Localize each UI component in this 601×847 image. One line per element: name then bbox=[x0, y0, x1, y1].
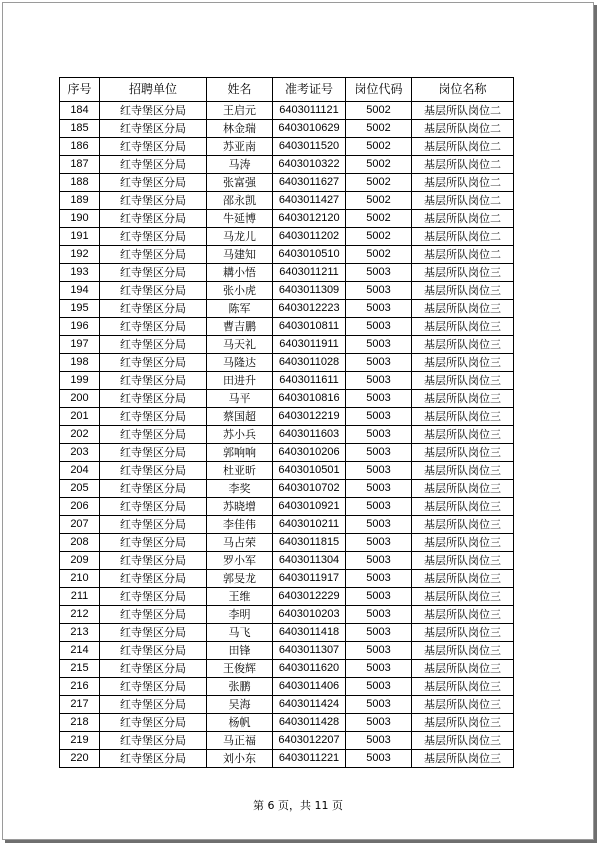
cell-employer: 红寺堡区分局 bbox=[100, 750, 207, 768]
cell-position-code: 5003 bbox=[346, 606, 412, 624]
cell-position-code: 5003 bbox=[346, 624, 412, 642]
cell-name: 苏小兵 bbox=[207, 426, 273, 444]
header-index: 序号 bbox=[60, 78, 100, 102]
document-page bbox=[2, 2, 594, 840]
cell-position-name: 基层所队岗位三 bbox=[412, 660, 514, 678]
cell-index: 207 bbox=[60, 516, 100, 534]
cell-admission-number: 6403011815 bbox=[273, 534, 346, 552]
cell-employer: 红寺堡区分局 bbox=[100, 156, 207, 174]
cell-position-name: 基层所队岗位三 bbox=[412, 624, 514, 642]
cell-index: 211 bbox=[60, 588, 100, 606]
cell-position-name: 基层所队岗位三 bbox=[412, 732, 514, 750]
table-row bbox=[60, 318, 514, 336]
table-row bbox=[60, 588, 514, 606]
table-row bbox=[60, 372, 514, 390]
cell-name: 王启元 bbox=[207, 102, 273, 120]
cell-index: 199 bbox=[60, 372, 100, 390]
table-row bbox=[60, 228, 514, 246]
cell-index: 216 bbox=[60, 678, 100, 696]
cell-index: 200 bbox=[60, 390, 100, 408]
cell-position-name: 基层所队岗位三 bbox=[412, 714, 514, 732]
cell-employer: 红寺堡区分局 bbox=[100, 174, 207, 192]
cell-admission-number: 6403011307 bbox=[273, 642, 346, 660]
cell-position-code: 5003 bbox=[346, 336, 412, 354]
cell-position-code: 5003 bbox=[346, 534, 412, 552]
cell-index: 196 bbox=[60, 318, 100, 336]
table-body bbox=[60, 102, 514, 768]
cell-name: 马天礼 bbox=[207, 336, 273, 354]
cell-position-name: 基层所队岗位三 bbox=[412, 354, 514, 372]
table-row bbox=[60, 462, 514, 480]
cell-employer: 红寺堡区分局 bbox=[100, 408, 207, 426]
cell-name: 牛延博 bbox=[207, 210, 273, 228]
cell-admission-number: 6403010206 bbox=[273, 444, 346, 462]
cell-index: 186 bbox=[60, 138, 100, 156]
cell-admission-number: 6403011418 bbox=[273, 624, 346, 642]
header-admission-number: 准考证号 bbox=[273, 78, 346, 102]
cell-position-name: 基层所队岗位三 bbox=[412, 300, 514, 318]
cell-name: 苏晓增 bbox=[207, 498, 273, 516]
table-row bbox=[60, 552, 514, 570]
table-row bbox=[60, 210, 514, 228]
table-row bbox=[60, 678, 514, 696]
cell-admission-number: 6403010211 bbox=[273, 516, 346, 534]
cell-position-name: 基层所队岗位二 bbox=[412, 138, 514, 156]
cell-position-name: 基层所队岗位三 bbox=[412, 372, 514, 390]
header-position-name: 岗位名称 bbox=[412, 78, 514, 102]
cell-admission-number: 6403010811 bbox=[273, 318, 346, 336]
cell-name: 李奖 bbox=[207, 480, 273, 498]
cell-name: 曹吉鹏 bbox=[207, 318, 273, 336]
cell-admission-number: 6403011520 bbox=[273, 138, 346, 156]
header-employer: 招聘单位 bbox=[100, 78, 207, 102]
cell-position-name: 基层所队岗位三 bbox=[412, 408, 514, 426]
cell-admission-number: 6403012207 bbox=[273, 732, 346, 750]
cell-index: 205 bbox=[60, 480, 100, 498]
cell-position-code: 5003 bbox=[346, 318, 412, 336]
cell-position-name: 基层所队岗位二 bbox=[412, 174, 514, 192]
table-row bbox=[60, 696, 514, 714]
cell-admission-number: 6403011424 bbox=[273, 696, 346, 714]
cell-name: 杨帆 bbox=[207, 714, 273, 732]
cell-name: 郭响响 bbox=[207, 444, 273, 462]
table-row bbox=[60, 408, 514, 426]
cell-index: 214 bbox=[60, 642, 100, 660]
cell-position-name: 基层所队岗位三 bbox=[412, 264, 514, 282]
cell-name: 马龙儿 bbox=[207, 228, 273, 246]
cell-name: 蔡国超 bbox=[207, 408, 273, 426]
cell-position-name: 基层所队岗位三 bbox=[412, 282, 514, 300]
cell-employer: 红寺堡区分局 bbox=[100, 120, 207, 138]
cell-position-name: 基层所队岗位三 bbox=[412, 390, 514, 408]
cell-name: 田进升 bbox=[207, 372, 273, 390]
cell-position-name: 基层所队岗位三 bbox=[412, 588, 514, 606]
table-row bbox=[60, 714, 514, 732]
cell-index: 212 bbox=[60, 606, 100, 624]
cell-admission-number: 6403012219 bbox=[273, 408, 346, 426]
cell-position-code: 5003 bbox=[346, 750, 412, 768]
cell-position-code: 5003 bbox=[346, 642, 412, 660]
table-row bbox=[60, 642, 514, 660]
cell-employer: 红寺堡区分局 bbox=[100, 498, 207, 516]
cell-admission-number: 6403011028 bbox=[273, 354, 346, 372]
cell-index: 198 bbox=[60, 354, 100, 372]
cell-employer: 红寺堡区分局 bbox=[100, 354, 207, 372]
table-row bbox=[60, 192, 514, 210]
cell-position-name: 基层所队岗位三 bbox=[412, 462, 514, 480]
cell-admission-number: 6403011121 bbox=[273, 102, 346, 120]
cell-position-code: 5003 bbox=[346, 552, 412, 570]
cell-position-code: 5003 bbox=[346, 732, 412, 750]
cell-position-name: 基层所队岗位二 bbox=[412, 246, 514, 264]
table-row bbox=[60, 480, 514, 498]
cell-position-code: 5003 bbox=[346, 426, 412, 444]
cell-position-name: 基层所队岗位三 bbox=[412, 750, 514, 768]
cell-employer: 红寺堡区分局 bbox=[100, 642, 207, 660]
cell-name: 邵永凯 bbox=[207, 192, 273, 210]
table-row bbox=[60, 534, 514, 552]
cell-position-name: 基层所队岗位三 bbox=[412, 642, 514, 660]
cell-index: 220 bbox=[60, 750, 100, 768]
cell-admission-number: 6403011428 bbox=[273, 714, 346, 732]
cell-position-name: 基层所队岗位三 bbox=[412, 534, 514, 552]
cell-admission-number: 6403011620 bbox=[273, 660, 346, 678]
cell-position-name: 基层所队岗位三 bbox=[412, 318, 514, 336]
cell-position-code: 5003 bbox=[346, 660, 412, 678]
table-row bbox=[60, 354, 514, 372]
cell-index: 217 bbox=[60, 696, 100, 714]
cell-position-code: 5003 bbox=[346, 714, 412, 732]
cell-name: 马涛 bbox=[207, 156, 273, 174]
cell-position-name: 基层所队岗位三 bbox=[412, 696, 514, 714]
cell-index: 190 bbox=[60, 210, 100, 228]
cell-admission-number: 6403010629 bbox=[273, 120, 346, 138]
cell-employer: 红寺堡区分局 bbox=[100, 228, 207, 246]
cell-employer: 红寺堡区分局 bbox=[100, 336, 207, 354]
cell-admission-number: 6403010921 bbox=[273, 498, 346, 516]
table-row bbox=[60, 138, 514, 156]
table-row bbox=[60, 498, 514, 516]
cell-name: 马隆达 bbox=[207, 354, 273, 372]
cell-admission-number: 6403010322 bbox=[273, 156, 346, 174]
cell-index: 184 bbox=[60, 102, 100, 120]
cell-position-code: 5002 bbox=[346, 192, 412, 210]
cell-position-name: 基层所队岗位三 bbox=[412, 678, 514, 696]
cell-index: 201 bbox=[60, 408, 100, 426]
cell-employer: 红寺堡区分局 bbox=[100, 246, 207, 264]
cell-name: 吴海 bbox=[207, 696, 273, 714]
cell-index: 215 bbox=[60, 660, 100, 678]
table-row bbox=[60, 120, 514, 138]
cell-name: 张富强 bbox=[207, 174, 273, 192]
cell-index: 203 bbox=[60, 444, 100, 462]
cell-position-code: 5003 bbox=[346, 462, 412, 480]
cell-admission-number: 6403011221 bbox=[273, 750, 346, 768]
table-header-row bbox=[60, 78, 514, 102]
cell-employer: 红寺堡区分局 bbox=[100, 678, 207, 696]
cell-index: 192 bbox=[60, 246, 100, 264]
cell-position-code: 5002 bbox=[346, 246, 412, 264]
cell-index: 209 bbox=[60, 552, 100, 570]
cell-employer: 红寺堡区分局 bbox=[100, 282, 207, 300]
cell-index: 210 bbox=[60, 570, 100, 588]
cell-position-name: 基层所队岗位三 bbox=[412, 426, 514, 444]
cell-index: 195 bbox=[60, 300, 100, 318]
cell-employer: 红寺堡区分局 bbox=[100, 210, 207, 228]
cell-index: 191 bbox=[60, 228, 100, 246]
cell-position-code: 5003 bbox=[346, 264, 412, 282]
cell-index: 218 bbox=[60, 714, 100, 732]
cell-name: 张小虎 bbox=[207, 282, 273, 300]
cell-position-code: 5003 bbox=[346, 588, 412, 606]
cell-admission-number: 6403011211 bbox=[273, 264, 346, 282]
cell-employer: 红寺堡区分局 bbox=[100, 372, 207, 390]
cell-position-name: 基层所队岗位二 bbox=[412, 192, 514, 210]
cell-employer: 红寺堡区分局 bbox=[100, 696, 207, 714]
cell-name: 马占荣 bbox=[207, 534, 273, 552]
cell-position-name: 基层所队岗位三 bbox=[412, 444, 514, 462]
cell-index: 208 bbox=[60, 534, 100, 552]
cell-position-code: 5003 bbox=[346, 354, 412, 372]
cell-name: 杜亚昕 bbox=[207, 462, 273, 480]
cell-position-code: 5002 bbox=[346, 138, 412, 156]
cell-admission-number: 6403011406 bbox=[273, 678, 346, 696]
cell-name: 马正福 bbox=[207, 732, 273, 750]
cell-index: 206 bbox=[60, 498, 100, 516]
cell-employer: 红寺堡区分局 bbox=[100, 732, 207, 750]
cell-index: 213 bbox=[60, 624, 100, 642]
cell-position-code: 5003 bbox=[346, 372, 412, 390]
table-row bbox=[60, 732, 514, 750]
cell-employer: 红寺堡区分局 bbox=[100, 660, 207, 678]
table-row bbox=[60, 282, 514, 300]
cell-index: 202 bbox=[60, 426, 100, 444]
cell-employer: 红寺堡区分局 bbox=[100, 300, 207, 318]
cell-position-code: 5003 bbox=[346, 282, 412, 300]
table-row bbox=[60, 264, 514, 282]
cell-admission-number: 6403010702 bbox=[273, 480, 346, 498]
cell-position-name: 基层所队岗位二 bbox=[412, 228, 514, 246]
cell-position-code: 5002 bbox=[346, 174, 412, 192]
table-row bbox=[60, 516, 514, 534]
cell-employer: 红寺堡区分局 bbox=[100, 426, 207, 444]
cell-position-code: 5003 bbox=[346, 300, 412, 318]
cell-position-code: 5003 bbox=[346, 444, 412, 462]
cell-name: 李明 bbox=[207, 606, 273, 624]
cell-position-name: 基层所队岗位三 bbox=[412, 516, 514, 534]
cell-admission-number: 6403012223 bbox=[273, 300, 346, 318]
cell-position-code: 5002 bbox=[346, 228, 412, 246]
cell-name: 陈军 bbox=[207, 300, 273, 318]
cell-position-code: 5003 bbox=[346, 390, 412, 408]
table-row bbox=[60, 300, 514, 318]
cell-position-name: 基层所队岗位二 bbox=[412, 210, 514, 228]
cell-position-name: 基层所队岗位三 bbox=[412, 570, 514, 588]
cell-admission-number: 6403011917 bbox=[273, 570, 346, 588]
cell-position-code: 5003 bbox=[346, 498, 412, 516]
cell-name: 李佳伟 bbox=[207, 516, 273, 534]
cell-name: 苏亚南 bbox=[207, 138, 273, 156]
header-position-code: 岗位代码 bbox=[346, 78, 412, 102]
cell-employer: 红寺堡区分局 bbox=[100, 192, 207, 210]
cell-position-code: 5002 bbox=[346, 210, 412, 228]
cell-admission-number: 6403012120 bbox=[273, 210, 346, 228]
table-row bbox=[60, 750, 514, 768]
cell-employer: 红寺堡区分局 bbox=[100, 480, 207, 498]
cell-position-name: 基层所队岗位三 bbox=[412, 336, 514, 354]
cell-employer: 红寺堡区分局 bbox=[100, 606, 207, 624]
cell-admission-number: 6403010203 bbox=[273, 606, 346, 624]
table-row bbox=[60, 426, 514, 444]
cell-admission-number: 6403011202 bbox=[273, 228, 346, 246]
cell-position-code: 5003 bbox=[346, 696, 412, 714]
cell-employer: 红寺堡区分局 bbox=[100, 552, 207, 570]
cell-admission-number: 6403010510 bbox=[273, 246, 346, 264]
cell-employer: 红寺堡区分局 bbox=[100, 534, 207, 552]
cell-index: 189 bbox=[60, 192, 100, 210]
cell-index: 204 bbox=[60, 462, 100, 480]
cell-name: 刘小东 bbox=[207, 750, 273, 768]
cell-admission-number: 6403010816 bbox=[273, 390, 346, 408]
cell-position-code: 5002 bbox=[346, 102, 412, 120]
cell-name: 张鹏 bbox=[207, 678, 273, 696]
cell-employer: 红寺堡区分局 bbox=[100, 264, 207, 282]
cell-index: 188 bbox=[60, 174, 100, 192]
cell-employer: 红寺堡区分局 bbox=[100, 138, 207, 156]
cell-position-code: 5002 bbox=[346, 120, 412, 138]
cell-position-code: 5003 bbox=[346, 516, 412, 534]
cell-index: 197 bbox=[60, 336, 100, 354]
cell-name: 郭旻龙 bbox=[207, 570, 273, 588]
cell-index: 193 bbox=[60, 264, 100, 282]
table-row bbox=[60, 156, 514, 174]
cell-position-code: 5002 bbox=[346, 156, 412, 174]
cell-name: 马飞 bbox=[207, 624, 273, 642]
cell-name: 耩小悟 bbox=[207, 264, 273, 282]
cell-employer: 红寺堡区分局 bbox=[100, 624, 207, 642]
cell-admission-number: 6403012229 bbox=[273, 588, 346, 606]
table-row bbox=[60, 444, 514, 462]
cell-employer: 红寺堡区分局 bbox=[100, 516, 207, 534]
cell-index: 185 bbox=[60, 120, 100, 138]
cell-position-code: 5003 bbox=[346, 408, 412, 426]
cell-position-code: 5003 bbox=[346, 570, 412, 588]
cell-admission-number: 6403010501 bbox=[273, 462, 346, 480]
table-row bbox=[60, 246, 514, 264]
cell-index: 187 bbox=[60, 156, 100, 174]
cell-position-name: 基层所队岗位二 bbox=[412, 102, 514, 120]
cell-employer: 红寺堡区分局 bbox=[100, 318, 207, 336]
table-row bbox=[60, 336, 514, 354]
cell-employer: 红寺堡区分局 bbox=[100, 390, 207, 408]
cell-admission-number: 6403011603 bbox=[273, 426, 346, 444]
table-row bbox=[60, 606, 514, 624]
cell-employer: 红寺堡区分局 bbox=[100, 102, 207, 120]
cell-position-name: 基层所队岗位三 bbox=[412, 552, 514, 570]
candidate-table bbox=[59, 77, 514, 768]
cell-position-code: 5003 bbox=[346, 678, 412, 696]
cell-position-name: 基层所队岗位三 bbox=[412, 606, 514, 624]
cell-index: 194 bbox=[60, 282, 100, 300]
cell-name: 罗小军 bbox=[207, 552, 273, 570]
page-footer: 第 6 页，共 11 页 bbox=[253, 799, 343, 812]
cell-name: 田锋 bbox=[207, 642, 273, 660]
cell-name: 王俊辉 bbox=[207, 660, 273, 678]
cell-employer: 红寺堡区分局 bbox=[100, 714, 207, 732]
cell-employer: 红寺堡区分局 bbox=[100, 462, 207, 480]
table-row bbox=[60, 624, 514, 642]
cell-employer: 红寺堡区分局 bbox=[100, 570, 207, 588]
cell-employer: 红寺堡区分局 bbox=[100, 588, 207, 606]
cell-admission-number: 6403011911 bbox=[273, 336, 346, 354]
cell-name: 马平 bbox=[207, 390, 273, 408]
cell-employer: 红寺堡区分局 bbox=[100, 444, 207, 462]
cell-position-name: 基层所队岗位三 bbox=[412, 498, 514, 516]
header-name: 姓名 bbox=[207, 78, 273, 102]
table-row bbox=[60, 174, 514, 192]
cell-position-name: 基层所队岗位二 bbox=[412, 120, 514, 138]
table-row bbox=[60, 102, 514, 120]
cell-position-code: 5003 bbox=[346, 480, 412, 498]
cell-admission-number: 6403011627 bbox=[273, 174, 346, 192]
cell-name: 林金瑞 bbox=[207, 120, 273, 138]
table-row bbox=[60, 390, 514, 408]
cell-name: 王维 bbox=[207, 588, 273, 606]
cell-position-name: 基层所队岗位二 bbox=[412, 156, 514, 174]
cell-index: 219 bbox=[60, 732, 100, 750]
table-row bbox=[60, 570, 514, 588]
table-row bbox=[60, 660, 514, 678]
cell-name: 马建知 bbox=[207, 246, 273, 264]
cell-admission-number: 6403011427 bbox=[273, 192, 346, 210]
cell-position-name: 基层所队岗位三 bbox=[412, 480, 514, 498]
cell-admission-number: 6403011304 bbox=[273, 552, 346, 570]
cell-admission-number: 6403011611 bbox=[273, 372, 346, 390]
cell-admission-number: 6403011309 bbox=[273, 282, 346, 300]
